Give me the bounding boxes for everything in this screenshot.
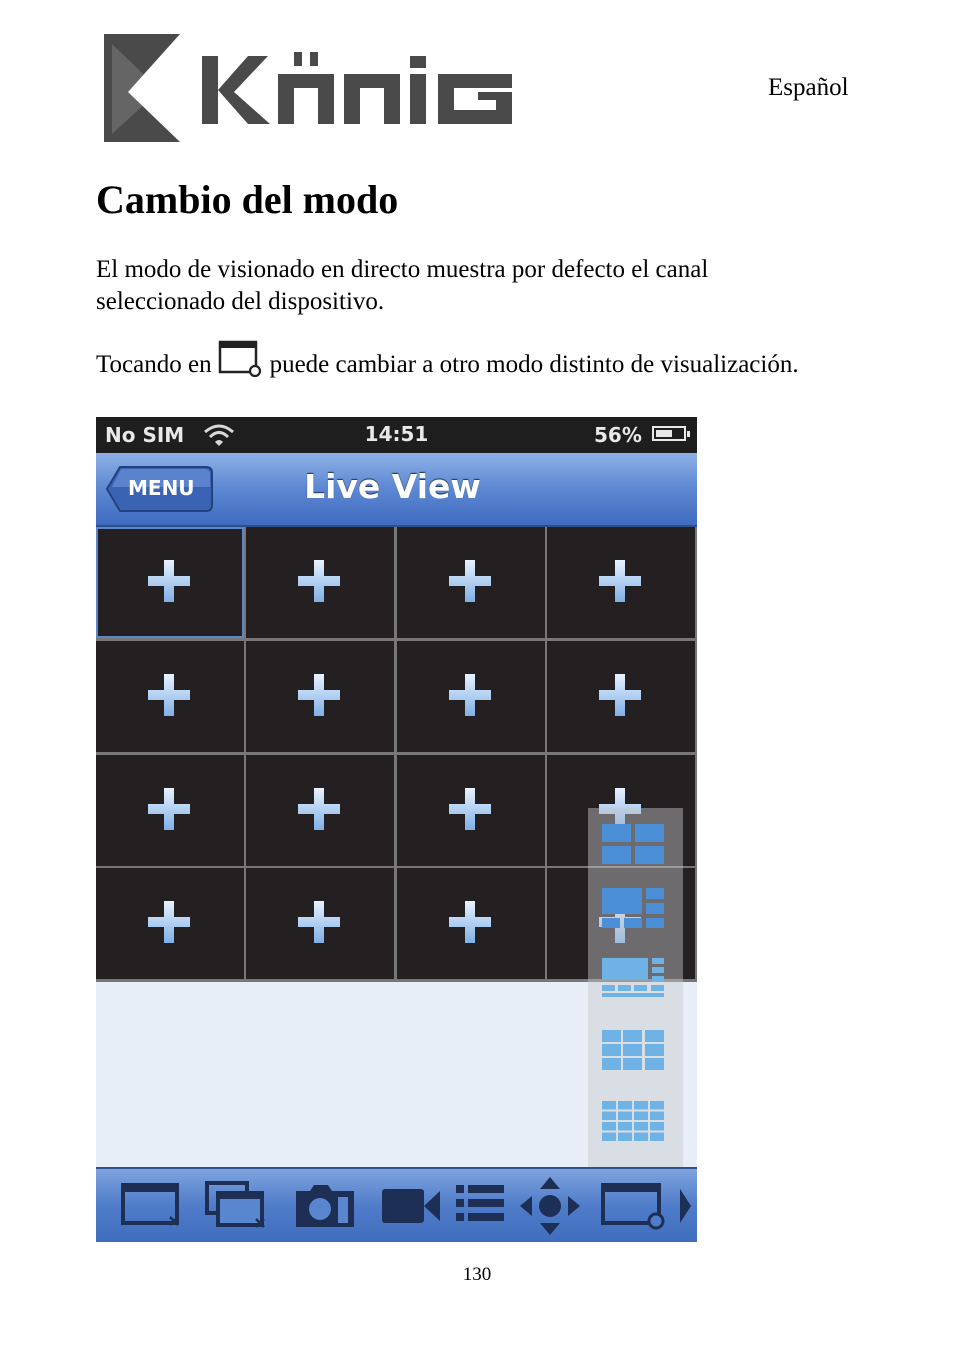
channel-cell[interactable]	[246, 755, 394, 866]
konig-logo	[98, 34, 518, 144]
channel-cell[interactable]	[246, 641, 394, 752]
add-plus-icon	[146, 558, 192, 604]
record-icon[interactable]	[380, 1181, 444, 1231]
nav-bar	[96, 453, 697, 527]
instruction-paragraph	[96, 340, 816, 381]
channel-cell[interactable]	[246, 868, 394, 979]
add-plus-icon	[296, 786, 342, 832]
add-plus-icon	[597, 558, 643, 604]
page-number: 130	[462, 1264, 492, 1285]
window-mode-icon	[218, 340, 262, 378]
add-plus-icon	[597, 672, 643, 718]
battery-percent: 56%	[594, 423, 642, 447]
add-plus-icon	[296, 672, 342, 718]
channel-cell[interactable]	[397, 868, 545, 979]
channel-cell[interactable]	[96, 755, 244, 866]
16-split-icon[interactable]	[602, 1101, 664, 1141]
layout-selector-panel	[588, 808, 683, 1168]
intro-paragraph: El modo de visionado en directo muestra por defecto el canal seleccionado del dispositivo.	[96, 256, 709, 315]
add-plus-icon	[146, 899, 192, 945]
add-plus-icon	[447, 558, 493, 604]
next-arrow-icon[interactable]	[678, 1189, 692, 1223]
add-plus-icon	[146, 786, 192, 832]
add-plus-icon	[296, 558, 342, 604]
add-plus-icon	[447, 786, 493, 832]
carrier-label: No SIM	[105, 423, 185, 447]
screen-title-text: Live View	[304, 467, 481, 506]
app-screenshot	[96, 417, 697, 1242]
clock: 14:51	[364, 422, 429, 446]
channel-cell[interactable]	[397, 641, 545, 752]
channel-cell[interactable]	[397, 755, 545, 866]
close-all-icon[interactable]	[204, 1181, 268, 1231]
add-plus-icon	[296, 899, 342, 945]
list-icon[interactable]	[456, 1181, 508, 1231]
4-split-icon[interactable]	[602, 824, 664, 864]
window-mode-icon[interactable]	[600, 1181, 670, 1231]
ptz-icon[interactable]	[520, 1177, 580, 1235]
language-label: Español	[768, 74, 849, 101]
menu-button-label: MENU	[128, 476, 195, 500]
6-split-icon[interactable]	[602, 888, 664, 928]
9-split-icon[interactable]	[602, 1030, 664, 1070]
channel-cell[interactable]	[547, 641, 695, 752]
channel-cell[interactable]	[246, 527, 394, 638]
channel-cell[interactable]	[96, 641, 244, 752]
screen-title	[96, 467, 697, 506]
channel-cell[interactable]	[96, 527, 244, 638]
section-title: Cambio del modo	[96, 177, 399, 222]
channel-cell[interactable]	[96, 868, 244, 979]
add-plus-icon	[447, 672, 493, 718]
add-plus-icon	[146, 672, 192, 718]
bottom-toolbar	[96, 1167, 697, 1242]
close-window-icon[interactable]	[120, 1181, 184, 1231]
status-bar	[96, 417, 697, 453]
instruction-text-before: Tocando en	[96, 351, 212, 378]
instruction-text-after: puede cambiar a otro modo distinto de visualización.	[269, 351, 799, 378]
channel-cell[interactable]	[397, 527, 545, 638]
add-plus-icon	[447, 899, 493, 945]
snapshot-icon[interactable]	[294, 1181, 358, 1231]
battery-icon	[652, 426, 686, 441]
8-split-icon[interactable]	[602, 958, 664, 998]
channel-cell[interactable]	[547, 527, 695, 638]
